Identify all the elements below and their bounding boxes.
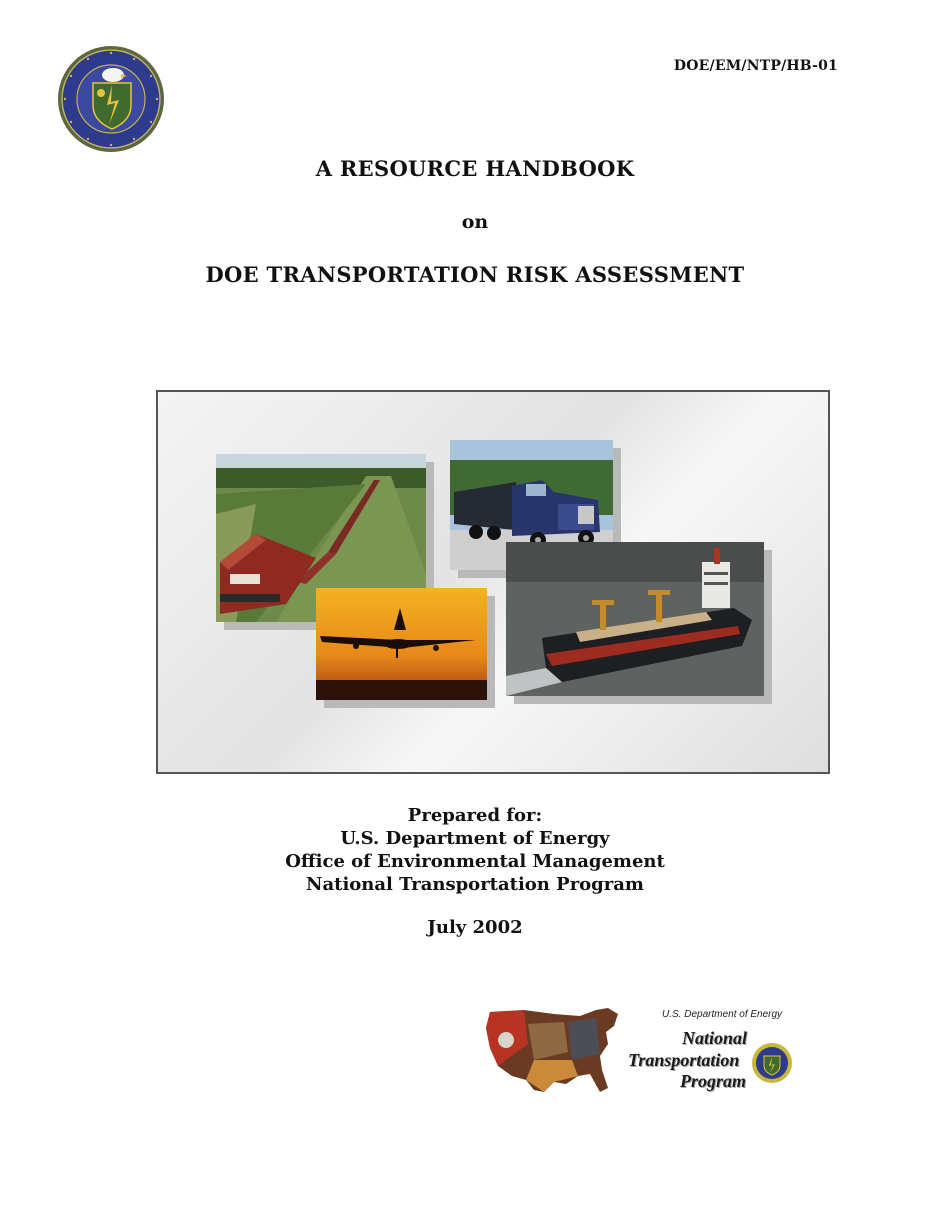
logo-line-national: National	[682, 1028, 748, 1048]
airplane-photo	[316, 588, 487, 700]
logo-line-transportation: Transportation	[628, 1050, 740, 1070]
doe-seal-icon	[57, 45, 165, 153]
document-number: DOE/EM/NTP/HB-01	[673, 58, 838, 74]
publication-date: July 2002	[427, 917, 523, 938]
prepared-for-agency: U.S. Department of Energy	[340, 828, 610, 849]
prepared-for-label: Prepared for:	[407, 805, 543, 826]
logo-line-program: Program	[680, 1071, 747, 1091]
logo-department-text: U.S. Department of Energy	[662, 1009, 783, 1020]
prepared-for-block	[0, 804, 950, 896]
ship-photo	[506, 542, 764, 696]
prepared-for-office: Office of Environmental Management	[285, 851, 665, 872]
doe-small-seal-icon	[751, 1042, 793, 1084]
us-map-logo-icon	[484, 1004, 624, 1099]
cover-photo-frame	[156, 390, 830, 774]
prepared-for-program: National Transportation Program	[306, 874, 644, 895]
title-line-1: A RESOURCE HANDBOOK	[315, 156, 635, 181]
title-line-2: on	[461, 211, 489, 233]
title-line-3: DOE TRANSPORTATION RISK ASSESSMENT	[205, 262, 745, 287]
